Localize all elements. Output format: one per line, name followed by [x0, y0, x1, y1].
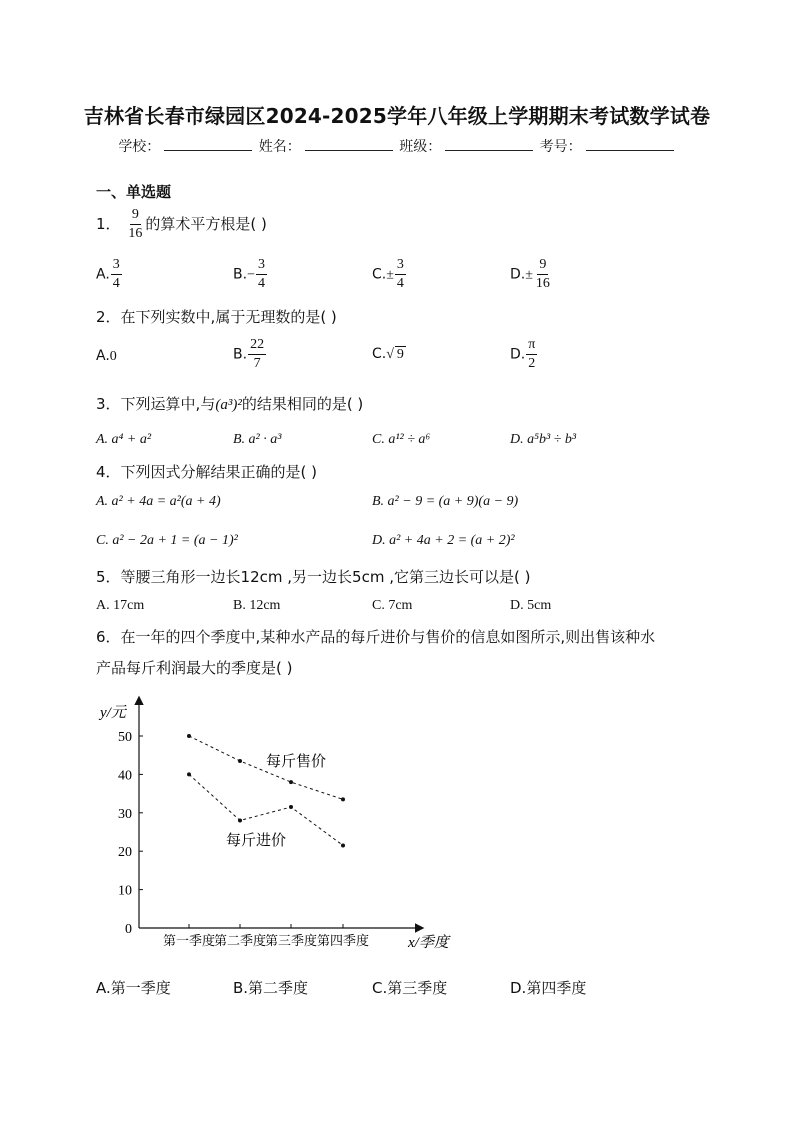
y-axis-label [98, 704, 128, 721]
name-field[interactable]: 姓名： [259, 136, 395, 156]
q4-option-c[interactable]: C. a² − 2a + 1 = (a − 1)² [96, 533, 238, 548]
series-1-point-3 [341, 843, 345, 847]
q3-option-a[interactable]: A. a⁴ + a² [96, 432, 152, 447]
number-blank[interactable] [586, 138, 674, 151]
series-1-point-2 [289, 805, 293, 809]
series-0-point-0 [187, 734, 191, 738]
q5-option-c[interactable]: C. 7cm [372, 598, 413, 613]
class-field[interactable]: 班级： [399, 136, 535, 156]
q4-option-d[interactable]: D. a² + 4a + 2 = (a + 2)² [372, 533, 515, 548]
question-1: 1． $\frac{9}{16}$ 的算术平方根是( ) [96, 207, 267, 241]
price-line-chart [94, 693, 464, 958]
school-field[interactable]: 学校： [118, 136, 254, 156]
question-5: 5．等腰三角形一边长12cm ,另一边长5cm ,它第三边长可以是( ) [96, 568, 531, 586]
y-tick-label: 30 [118, 806, 132, 822]
q6-option-d[interactable]: D.第四季度 [510, 979, 587, 997]
number-field[interactable]: 考号： [540, 136, 676, 156]
series-label-1: 每斤进价 [226, 833, 287, 849]
question-6-line-2: 产品每斤利润最大的季度是( ) [96, 659, 293, 677]
school-blank[interactable] [164, 138, 252, 151]
y-tick-label: 20 [118, 845, 132, 861]
x-category-label: 第一季度 [162, 933, 216, 948]
series-1-point-0 [187, 772, 191, 776]
q1-fraction: $\frac{9}{16}$ [128, 207, 143, 241]
series-label-0: 每斤售价 [266, 754, 327, 770]
q1-option-b[interactable]: B.− $\frac{3}{4}$ [233, 257, 265, 291]
q1-option-d[interactable]: D.± $\frac{9}{16}$ [510, 257, 550, 291]
q3-option-b[interactable]: B. a² · a³ [233, 432, 282, 447]
page-title: 吉林省长春市绿园区2024-2025学年八年级上学期期末考试数学试卷 [83, 104, 711, 128]
question-4: 4．下列因式分解结果正确的是( ) [96, 463, 318, 481]
y-tick-label: 0 [125, 922, 132, 937]
series-0-point-3 [341, 797, 345, 801]
q4-option-b[interactable]: B. a² − 9 = (a + 9)(a − 9) [372, 494, 519, 509]
q5-option-d[interactable]: D. 5cm [510, 598, 552, 613]
question-2: 2．在下列实数中,属于无理数的是( ) [96, 308, 337, 326]
q5-option-b[interactable]: B. 12cm [233, 598, 281, 613]
q3-option-d[interactable]: D. a⁵b³ ÷ b³ [510, 432, 577, 447]
x-axis-label: x/季度 [408, 935, 449, 951]
section-heading: 一、单选题 [96, 183, 172, 201]
y-tick-label: 40 [118, 768, 132, 784]
q1-option-a[interactable]: A. $\frac{3}{4}$ [96, 257, 120, 291]
question-3: 3．下列运算中,与(a³)²的结果相同的是( ) [96, 395, 364, 413]
q6-option-b[interactable]: B.第二季度 [233, 979, 309, 997]
x-category-label: 第二季度 [213, 933, 267, 948]
q5-option-a[interactable]: A. 17cm [96, 598, 145, 613]
q2-option-a[interactable]: A.0 [96, 348, 117, 364]
y-tick-label: 50 [118, 730, 132, 745]
name-blank[interactable] [305, 138, 393, 151]
q6-option-a[interactable]: A.第一季度 [96, 979, 171, 997]
x-category-label: 第四季度 [316, 933, 370, 948]
q2-option-d[interactable]: D. $\frac{\pi}{2}$ [510, 337, 536, 371]
q2-option-b[interactable]: B. $\frac{22}{7}$ [233, 337, 265, 371]
series-0-point-1 [238, 759, 242, 763]
q6-option-c[interactable]: C.第三季度 [372, 979, 448, 997]
student-info-row [0, 136, 794, 156]
q4-option-a[interactable]: A. a² + 4a = a²(a + 4) [96, 494, 221, 509]
q1-option-c[interactable]: C.± $\frac{3}{4}$ [372, 257, 404, 291]
question-6-line-1: 6．在一年的四个季度中,某种水产品的每斤进价与售价的信息如图所示,则出售该种水 [96, 628, 656, 646]
q2-option-c[interactable]: C.√ 9 [372, 346, 404, 362]
y-tick-label: 10 [118, 883, 132, 899]
q3-option-c[interactable]: C. a¹² ÷ a⁶ [372, 432, 431, 447]
series-1-point-1 [238, 818, 242, 822]
x-category-label: 第三季度 [264, 933, 318, 948]
y-axis-label-text: y/元 [100, 705, 126, 721]
q3-expression: (a³)² [215, 397, 242, 413]
class-blank[interactable] [445, 138, 533, 151]
series-0-point-2 [289, 780, 293, 784]
